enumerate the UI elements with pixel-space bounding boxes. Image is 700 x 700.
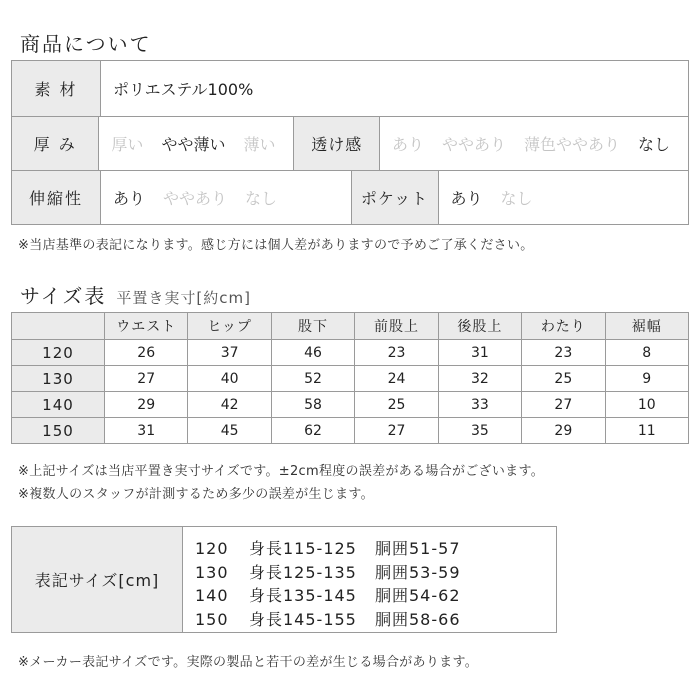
transparency-option: あり bbox=[391, 135, 424, 154]
size-cell: 31 bbox=[105, 418, 188, 444]
size-note-2: ※複数人のスタッフが計測するため多少の誤差が生じます。 bbox=[18, 487, 374, 502]
size-cell: 27 bbox=[522, 392, 605, 418]
size-column-header: 裾幅 bbox=[605, 313, 688, 340]
size-cell: 25 bbox=[522, 366, 605, 392]
label-size-code: 140 bbox=[195, 586, 229, 605]
label-size-code: 130 bbox=[195, 562, 229, 582]
product-heading: 商品について bbox=[20, 32, 152, 56]
size-table-row bbox=[12, 418, 689, 444]
size-cell: 23 bbox=[355, 340, 438, 366]
thickness-option-selected: やや薄い bbox=[161, 135, 226, 154]
label-size-list bbox=[183, 527, 556, 632]
size-table bbox=[11, 312, 689, 444]
pocket-option: なし bbox=[500, 189, 533, 208]
size-cell: 29 bbox=[522, 418, 605, 444]
label-size-box bbox=[11, 526, 557, 633]
label-size-height: 身長115-125 bbox=[249, 539, 357, 558]
size-cell: 11 bbox=[605, 418, 688, 444]
size-corner-cell bbox=[12, 313, 105, 340]
label-size-code: 150 bbox=[195, 609, 229, 629]
thickness-label: 厚 み bbox=[12, 117, 99, 170]
size-cell: 24 bbox=[355, 366, 438, 392]
stretch-label: 伸縮性 bbox=[12, 171, 101, 224]
label-size-waist: 胴囲51-57 bbox=[375, 539, 461, 558]
label-size-line bbox=[195, 608, 556, 632]
size-column-header: 後股上 bbox=[438, 313, 521, 340]
stretch-option-selected: あり bbox=[113, 189, 146, 208]
material-value: ポリエステル100% bbox=[113, 80, 254, 99]
size-cell: 42 bbox=[188, 392, 271, 418]
thickness-option: 厚い bbox=[111, 135, 144, 154]
label-size-code: 120 bbox=[195, 539, 229, 558]
size-table-row bbox=[12, 340, 689, 366]
size-column-header: ウエスト bbox=[105, 313, 188, 340]
size-table-header bbox=[12, 313, 689, 340]
size-cell: 23 bbox=[522, 340, 605, 366]
size-cell: 52 bbox=[271, 366, 354, 392]
size-table-body bbox=[12, 340, 689, 444]
size-cell: 27 bbox=[355, 418, 438, 444]
stretch-pocket-row bbox=[12, 170, 688, 224]
label-size-waist: 胴囲53-59 bbox=[375, 562, 461, 582]
label-size-line bbox=[195, 584, 556, 608]
size-table-row bbox=[12, 392, 689, 418]
thickness-transparency-row bbox=[12, 116, 688, 170]
transparency-options bbox=[380, 117, 688, 170]
label-size-height: 身長135-145 bbox=[249, 586, 357, 605]
size-row-label: 130 bbox=[12, 366, 105, 392]
size-cell: 35 bbox=[438, 418, 521, 444]
size-cell: 37 bbox=[188, 340, 271, 366]
size-row-label: 150 bbox=[12, 418, 105, 444]
size-cell: 58 bbox=[271, 392, 354, 418]
size-table-row bbox=[12, 366, 689, 392]
size-column-header: ヒップ bbox=[188, 313, 271, 340]
transparency-option: ややあり bbox=[441, 135, 506, 154]
size-cell: 45 bbox=[188, 418, 271, 444]
pocket-option-selected: あり bbox=[450, 189, 483, 208]
label-size-height: 身長145-155 bbox=[249, 609, 357, 629]
size-cell: 62 bbox=[271, 418, 354, 444]
size-cell: 25 bbox=[355, 392, 438, 418]
size-cell: 10 bbox=[605, 392, 688, 418]
product-table bbox=[11, 60, 689, 225]
label-size-height: 身長125-135 bbox=[249, 562, 357, 582]
label-size-line bbox=[195, 537, 556, 561]
label-size-waist: 胴囲54-62 bbox=[375, 586, 461, 605]
size-row-label: 120 bbox=[12, 340, 105, 366]
size-cell: 33 bbox=[438, 392, 521, 418]
label-size-line bbox=[195, 561, 556, 585]
size-cell: 27 bbox=[105, 366, 188, 392]
label-size-title: 表記サイズ[cm] bbox=[12, 527, 183, 632]
size-note-1: ※上記サイズは当店平置き実寸サイズです。±2cm程度の誤差がある場合がございます。 bbox=[18, 464, 545, 479]
transparency-option: 薄色ややあり bbox=[523, 135, 620, 154]
size-cell: 29 bbox=[105, 392, 188, 418]
size-cell: 9 bbox=[605, 366, 688, 392]
size-column-header: 前股上 bbox=[355, 313, 438, 340]
size-cell: 40 bbox=[188, 366, 271, 392]
transparency-label: 透け感 bbox=[293, 117, 379, 170]
size-heading bbox=[20, 280, 251, 309]
maker-note: ※メーカー表記サイズです。実際の製品と若干の差が生じる場合があります。 bbox=[18, 655, 479, 670]
size-cell: 31 bbox=[438, 340, 521, 366]
size-row-label: 140 bbox=[12, 392, 105, 418]
size-cell: 32 bbox=[438, 366, 521, 392]
thickness-options bbox=[99, 117, 293, 170]
pocket-label: ポケット bbox=[351, 171, 439, 224]
stretch-option: なし bbox=[245, 189, 278, 208]
size-cell: 46 bbox=[271, 340, 354, 366]
stretch-option: ややあり bbox=[163, 189, 228, 208]
stretch-options bbox=[101, 171, 351, 224]
size-column-header: わたり bbox=[522, 313, 605, 340]
size-cell: 26 bbox=[105, 340, 188, 366]
size-column-header: 股下 bbox=[271, 313, 354, 340]
size-subtitle: 平置き実寸[約cm] bbox=[116, 289, 251, 307]
material-label: 素 材 bbox=[12, 61, 101, 116]
product-note: ※当店基準の表記になります。感じ方には個人差がありますので予めご了承ください。 bbox=[18, 238, 534, 253]
label-size-waist: 胴囲58-66 bbox=[375, 609, 461, 629]
transparency-option-selected: なし bbox=[637, 135, 670, 154]
material-row bbox=[12, 61, 688, 116]
size-title: サイズ表 bbox=[20, 284, 107, 308]
size-cell: 8 bbox=[605, 340, 688, 366]
pocket-options bbox=[439, 171, 689, 224]
thickness-option: 薄い bbox=[243, 135, 276, 154]
